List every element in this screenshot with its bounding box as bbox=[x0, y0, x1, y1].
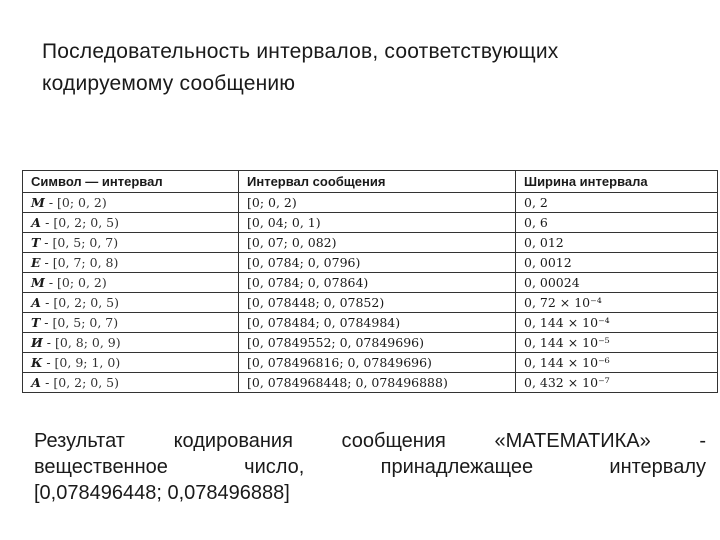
result-word: принадлежащее bbox=[380, 456, 534, 478]
slide-title bbox=[42, 36, 692, 100]
table-row bbox=[23, 313, 718, 333]
symbol: Т bbox=[31, 235, 41, 250]
symbol: Е bbox=[31, 255, 41, 270]
cell-interval-width: 0, 0012 bbox=[516, 253, 718, 273]
symbol: И bbox=[31, 335, 43, 350]
cell-message-interval: [0, 078496816; 0, 07849696) bbox=[239, 353, 516, 373]
cell-symbol-interval: А - [0, 2; 0, 5) bbox=[23, 293, 239, 313]
cell-symbol-interval: А - [0, 2; 0, 5) bbox=[23, 213, 239, 233]
result-word: вещественное bbox=[34, 456, 168, 478]
symbol: А bbox=[31, 295, 42, 310]
cell-interval-width: 0, 2 bbox=[516, 193, 718, 213]
table-row bbox=[23, 233, 718, 253]
table-body bbox=[23, 193, 718, 393]
intervals-table-container bbox=[22, 170, 718, 393]
cell-interval-width: 0, 432 × 10⁻⁷ bbox=[516, 373, 718, 393]
title-line-1: Последовательность интервалов, соответствующих bbox=[42, 40, 559, 63]
cell-interval-width: 0, 012 bbox=[516, 233, 718, 253]
result-word: интервалу bbox=[609, 456, 706, 478]
title-line-2: кодируемому сообщению bbox=[42, 72, 296, 95]
intervals-table bbox=[22, 170, 718, 393]
cell-message-interval: [0, 04; 0, 1) bbox=[239, 213, 516, 233]
cell-interval-width: 0, 144 × 10⁻⁵ bbox=[516, 333, 718, 353]
table-row bbox=[23, 193, 718, 213]
cell-message-interval: [0, 0784968448; 0, 078496888) bbox=[239, 373, 516, 393]
result-word: Результат bbox=[34, 430, 125, 452]
table-row bbox=[23, 333, 718, 353]
cell-message-interval: [0, 0784; 0, 0796) bbox=[239, 253, 516, 273]
cell-message-interval: [0, 078484; 0, 0784984) bbox=[239, 313, 516, 333]
symbol-interval: [0, 5; 0, 7) bbox=[52, 235, 119, 250]
cell-message-interval: [0, 0784; 0, 07864) bbox=[239, 273, 516, 293]
cell-interval-width: 0, 6 bbox=[516, 213, 718, 233]
symbol: А bbox=[31, 375, 42, 390]
result-word: - bbox=[699, 430, 706, 452]
table-row bbox=[23, 373, 718, 393]
cell-interval-width: 0, 144 × 10⁻⁴ bbox=[516, 313, 718, 333]
symbol: М bbox=[31, 195, 45, 210]
symbol-interval: [0, 2; 0, 5) bbox=[53, 375, 120, 390]
result-paragraph bbox=[34, 428, 706, 506]
result-word: число, bbox=[244, 456, 305, 478]
symbol-interval: [0, 2; 0, 5) bbox=[53, 215, 120, 230]
table-header-row bbox=[23, 171, 718, 193]
symbol: К bbox=[31, 355, 43, 370]
symbol-interval: [0; 0, 2) bbox=[57, 275, 107, 290]
table-row bbox=[23, 293, 718, 313]
cell-message-interval: [0, 07; 0, 082) bbox=[239, 233, 516, 253]
symbol: Т bbox=[31, 315, 41, 330]
cell-symbol-interval: Т - [0, 5; 0, 7) bbox=[23, 313, 239, 333]
symbol-interval: [0, 2; 0, 5) bbox=[53, 295, 120, 310]
cell-interval-width: 0, 144 × 10⁻⁶ bbox=[516, 353, 718, 373]
cell-symbol-interval: Е - [0, 7; 0, 8) bbox=[23, 253, 239, 273]
cell-message-interval: [0, 07849552; 0, 07849696) bbox=[239, 333, 516, 353]
symbol: А bbox=[31, 215, 42, 230]
cell-symbol-interval: И - [0, 8; 0, 9) bbox=[23, 333, 239, 353]
result-line-2 bbox=[34, 454, 706, 480]
result-word: «МАТЕМАТИКА» bbox=[494, 430, 651, 452]
result-word: кодирования bbox=[173, 430, 293, 452]
header-message-interval: Интервал сообщения bbox=[239, 171, 516, 193]
table-row bbox=[23, 253, 718, 273]
cell-symbol-interval: М - [0; 0, 2) bbox=[23, 193, 239, 213]
symbol-interval: [0, 5; 0, 7) bbox=[52, 315, 119, 330]
header-interval-width: Ширина интервала bbox=[516, 171, 718, 193]
cell-message-interval: [0; 0, 2) bbox=[239, 193, 516, 213]
cell-symbol-interval: А - [0, 2; 0, 5) bbox=[23, 373, 239, 393]
symbol-interval: [0, 8; 0, 9) bbox=[54, 335, 121, 350]
header-symbol-interval: Символ — интервал bbox=[23, 171, 239, 193]
result-word: сообщения bbox=[341, 430, 446, 452]
cell-interval-width: 0, 00024 bbox=[516, 273, 718, 293]
cell-symbol-interval: Т - [0, 5; 0, 7) bbox=[23, 233, 239, 253]
table-row bbox=[23, 213, 718, 233]
symbol-interval: [0, 7; 0, 8) bbox=[52, 255, 119, 270]
result-line-1 bbox=[34, 428, 706, 454]
table-row bbox=[23, 273, 718, 293]
symbol-interval: [0, 9; 1, 0) bbox=[54, 355, 121, 370]
result-line-3: [0,078496448; 0,078496888] bbox=[34, 482, 290, 504]
cell-symbol-interval: М - [0; 0, 2) bbox=[23, 273, 239, 293]
symbol-interval: [0; 0, 2) bbox=[57, 195, 107, 210]
cell-symbol-interval: К - [0, 9; 1, 0) bbox=[23, 353, 239, 373]
cell-message-interval: [0, 078448; 0, 07852) bbox=[239, 293, 516, 313]
cell-interval-width: 0, 72 × 10⁻⁴ bbox=[516, 293, 718, 313]
table-row bbox=[23, 353, 718, 373]
symbol: М bbox=[31, 275, 45, 290]
